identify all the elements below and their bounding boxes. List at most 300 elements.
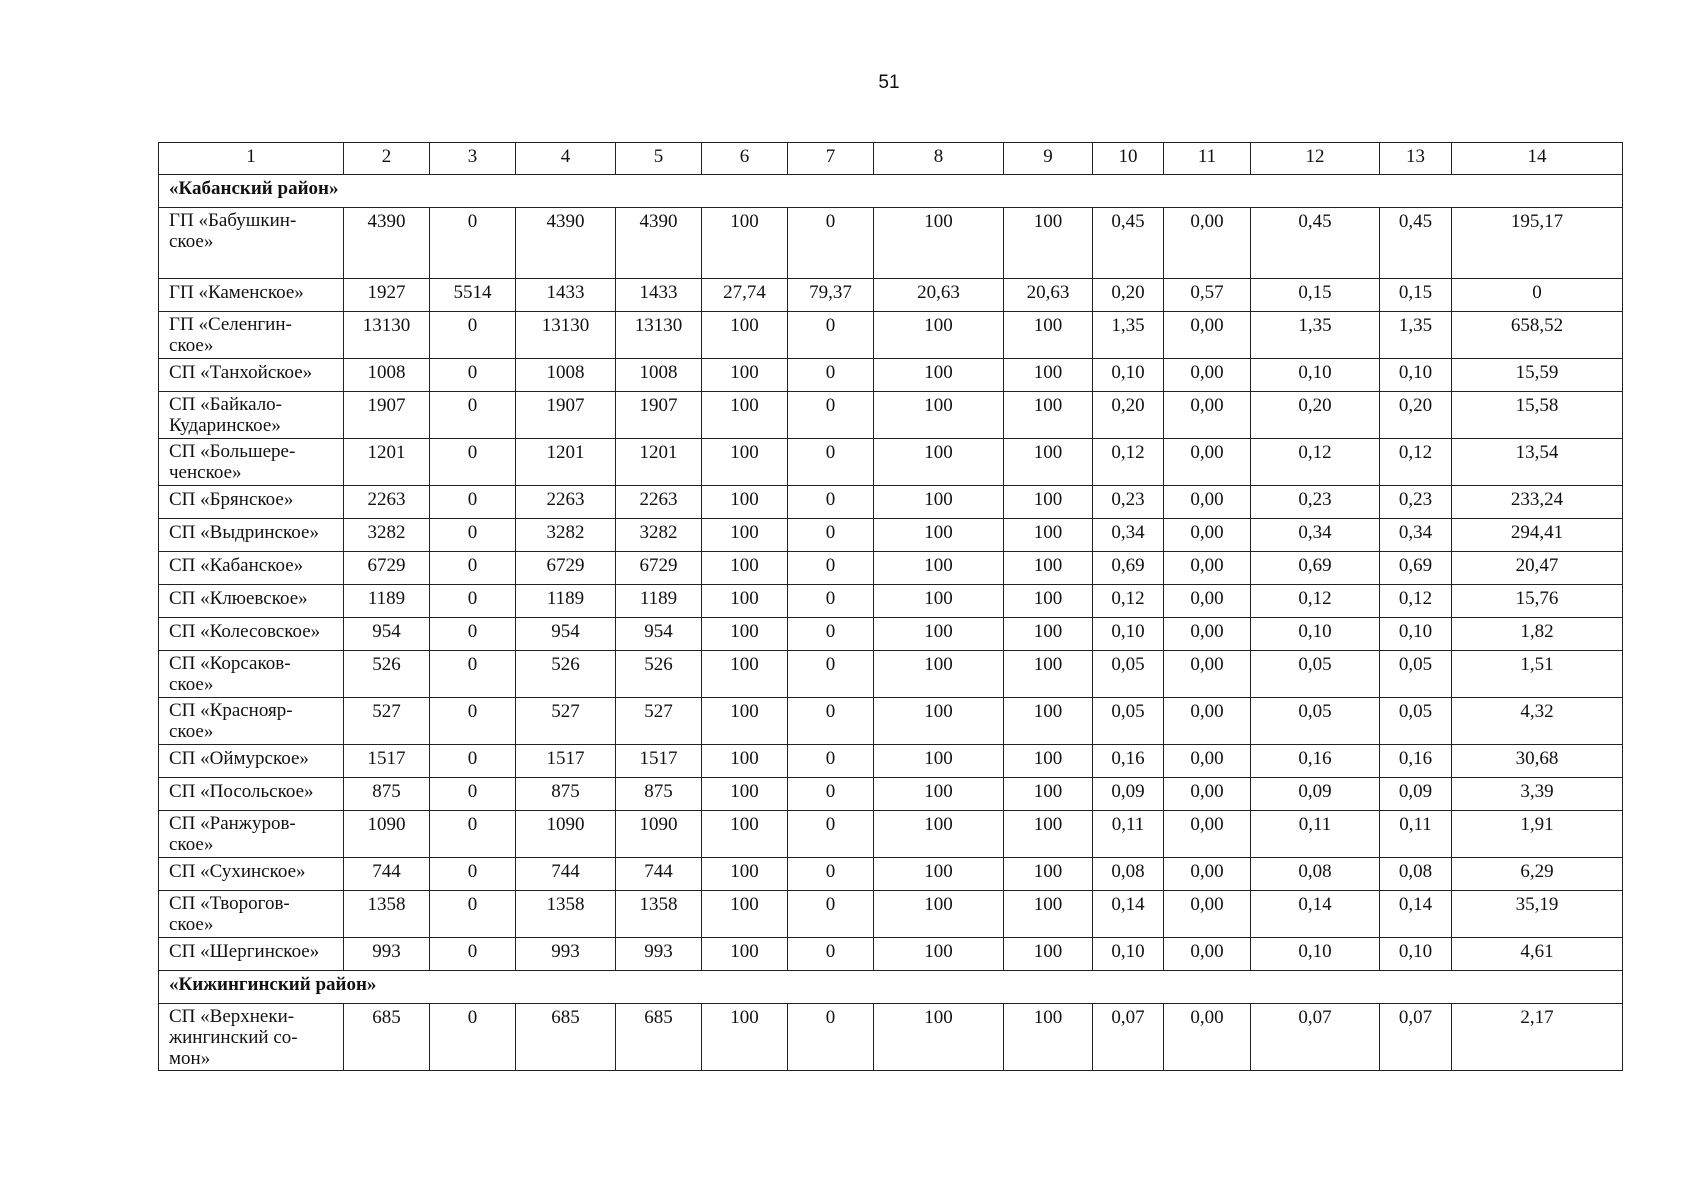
cell-value: 1358 [344, 891, 430, 938]
cell-value: 0 [430, 486, 516, 519]
cell-value: 0 [788, 208, 874, 279]
cell-value: 0 [430, 552, 516, 585]
cell-value: 100 [874, 811, 1004, 858]
cell-value: 27,74 [702, 279, 788, 312]
cell-value: 100 [702, 778, 788, 811]
cell-value: 100 [874, 208, 1004, 279]
cell-value: 15,58 [1452, 392, 1623, 439]
cell-value: 1189 [516, 585, 616, 618]
cell-value: 0,10 [1380, 938, 1452, 971]
cell-value: 0 [788, 745, 874, 778]
table-row [159, 618, 1623, 651]
cell-value: 0 [430, 891, 516, 938]
cell-value: 0 [788, 552, 874, 585]
cell-value: 0 [430, 585, 516, 618]
cell-value: 15,59 [1452, 359, 1623, 392]
cell-value: 0,12 [1380, 439, 1452, 486]
cell-value: 0,16 [1380, 745, 1452, 778]
cell-value: 100 [874, 938, 1004, 971]
table-body [159, 143, 1623, 1071]
settlement-name: СП «Корсаков- ское» [159, 651, 344, 698]
cell-value: 100 [874, 486, 1004, 519]
cell-value: 6,29 [1452, 858, 1623, 891]
cell-value: 0,57 [1164, 279, 1251, 312]
cell-value: 0,23 [1093, 486, 1164, 519]
settlement-name: СП «Краснояр- ское» [159, 698, 344, 745]
cell-value: 0 [430, 651, 516, 698]
cell-value: 0 [788, 312, 874, 359]
cell-value: 0 [788, 778, 874, 811]
cell-value: 100 [874, 312, 1004, 359]
cell-value: 0,20 [1251, 392, 1380, 439]
cell-value: 0,00 [1164, 359, 1251, 392]
settlement-name: ГП «Бабушкин- ское» [159, 208, 344, 279]
data-table [158, 142, 1623, 1071]
cell-value: 100 [874, 439, 1004, 486]
cell-value: 1517 [516, 745, 616, 778]
cell-value: 0,15 [1251, 279, 1380, 312]
cell-value: 100 [702, 486, 788, 519]
cell-value: 0,20 [1093, 279, 1164, 312]
table-row [159, 745, 1623, 778]
cell-value: 0,00 [1164, 618, 1251, 651]
cell-value: 100 [1004, 938, 1093, 971]
cell-value: 0,07 [1093, 1004, 1164, 1071]
cell-value: 1008 [616, 359, 702, 392]
cell-value: 0,10 [1251, 359, 1380, 392]
cell-value: 0,00 [1164, 938, 1251, 971]
cell-value: 100 [874, 745, 1004, 778]
cell-value: 100 [702, 858, 788, 891]
column-header: 9 [1004, 143, 1093, 175]
cell-value: 526 [616, 651, 702, 698]
cell-value: 0,34 [1380, 519, 1452, 552]
cell-value: 0 [430, 359, 516, 392]
cell-value: 0 [430, 745, 516, 778]
cell-value: 0,00 [1164, 651, 1251, 698]
cell-value: 0,00 [1164, 745, 1251, 778]
settlement-name: СП «Творогов- ское» [159, 891, 344, 938]
cell-value: 2263 [616, 486, 702, 519]
cell-value: 1090 [344, 811, 430, 858]
cell-value: 6729 [344, 552, 430, 585]
cell-value: 0,12 [1380, 585, 1452, 618]
cell-value: 0,11 [1380, 811, 1452, 858]
page-number: 51 [878, 72, 900, 93]
cell-value: 6729 [516, 552, 616, 585]
cell-value: 100 [702, 359, 788, 392]
cell-value: 1189 [344, 585, 430, 618]
cell-value: 0,14 [1251, 891, 1380, 938]
cell-value: 1201 [616, 439, 702, 486]
cell-value: 0,05 [1093, 651, 1164, 698]
cell-value: 0,00 [1164, 585, 1251, 618]
cell-value: 0,10 [1380, 618, 1452, 651]
section-title: «Кижингинский район» [159, 971, 1623, 1004]
settlement-name: ГП «Каменское» [159, 279, 344, 312]
cell-value: 0,00 [1164, 439, 1251, 486]
cell-value: 6729 [616, 552, 702, 585]
section-title: «Кабанский район» [159, 175, 1623, 208]
cell-value: 685 [616, 1004, 702, 1071]
cell-value: 0 [788, 811, 874, 858]
column-header: 12 [1251, 143, 1380, 175]
cell-value: 0,10 [1380, 359, 1452, 392]
cell-value: 3,39 [1452, 778, 1623, 811]
cell-value: 0,00 [1164, 811, 1251, 858]
column-header: 11 [1164, 143, 1251, 175]
column-header: 7 [788, 143, 874, 175]
cell-value: 744 [616, 858, 702, 891]
settlement-name: СП «Шергинское» [159, 938, 344, 971]
cell-value: 1,35 [1093, 312, 1164, 359]
cell-value: 0 [788, 698, 874, 745]
cell-value: 100 [874, 1004, 1004, 1071]
cell-value: 1517 [616, 745, 702, 778]
table-row [159, 439, 1623, 486]
cell-value: 0,09 [1093, 778, 1164, 811]
cell-value: 0,07 [1251, 1004, 1380, 1071]
cell-value: 3282 [516, 519, 616, 552]
cell-value: 0,69 [1093, 552, 1164, 585]
cell-value: 0,16 [1093, 745, 1164, 778]
cell-value: 0 [1452, 279, 1623, 312]
cell-value: 0,16 [1251, 745, 1380, 778]
cell-value: 1358 [516, 891, 616, 938]
cell-value: 100 [702, 745, 788, 778]
cell-value: 0,05 [1380, 651, 1452, 698]
cell-value: 100 [1004, 1004, 1093, 1071]
cell-value: 0,12 [1093, 439, 1164, 486]
cell-value: 100 [1004, 745, 1093, 778]
cell-value: 0 [788, 585, 874, 618]
cell-value: 5514 [430, 279, 516, 312]
cell-value: 100 [1004, 312, 1093, 359]
settlement-name: СП «Посольское» [159, 778, 344, 811]
cell-value: 100 [874, 585, 1004, 618]
section-row [159, 971, 1623, 1004]
settlement-name: СП «Оймурское» [159, 745, 344, 778]
cell-value: 100 [1004, 359, 1093, 392]
cell-value: 0,23 [1380, 486, 1452, 519]
cell-value: 100 [1004, 811, 1093, 858]
cell-value: 0,10 [1093, 938, 1164, 971]
cell-value: 100 [702, 519, 788, 552]
cell-value: 0,14 [1380, 891, 1452, 938]
cell-value: 993 [616, 938, 702, 971]
cell-value: 1189 [616, 585, 702, 618]
cell-value: 954 [616, 618, 702, 651]
cell-value: 0 [788, 359, 874, 392]
cell-value: 100 [702, 439, 788, 486]
cell-value: 744 [516, 858, 616, 891]
cell-value: 195,17 [1452, 208, 1623, 279]
settlement-name: СП «Большере- ченское» [159, 439, 344, 486]
cell-value: 35,19 [1452, 891, 1623, 938]
cell-value: 1907 [516, 392, 616, 439]
cell-value: 0,08 [1251, 858, 1380, 891]
cell-value: 100 [1004, 698, 1093, 745]
table-row [159, 208, 1623, 279]
cell-value: 0,20 [1093, 392, 1164, 439]
cell-value: 0,34 [1251, 519, 1380, 552]
cell-value: 3282 [616, 519, 702, 552]
cell-value: 4,61 [1452, 938, 1623, 971]
cell-value: 100 [1004, 891, 1093, 938]
column-header: 10 [1093, 143, 1164, 175]
settlement-name: СП «Выдринское» [159, 519, 344, 552]
cell-value: 954 [516, 618, 616, 651]
cell-value: 100 [874, 858, 1004, 891]
cell-value: 0,10 [1251, 618, 1380, 651]
cell-value: 0,69 [1380, 552, 1452, 585]
cell-value: 0,09 [1380, 778, 1452, 811]
cell-value: 100 [702, 208, 788, 279]
settlement-name: СП «Колесовское» [159, 618, 344, 651]
cell-value: 658,52 [1452, 312, 1623, 359]
cell-value: 0,12 [1093, 585, 1164, 618]
cell-value: 1,51 [1452, 651, 1623, 698]
cell-value: 0 [430, 858, 516, 891]
cell-value: 1433 [616, 279, 702, 312]
cell-value: 685 [516, 1004, 616, 1071]
cell-value: 100 [1004, 618, 1093, 651]
cell-value: 0,45 [1093, 208, 1164, 279]
table-row [159, 392, 1623, 439]
cell-value: 0,00 [1164, 392, 1251, 439]
cell-value: 0 [430, 698, 516, 745]
column-header: 14 [1452, 143, 1623, 175]
cell-value: 100 [1004, 552, 1093, 585]
table-row [159, 891, 1623, 938]
cell-value: 0,05 [1380, 698, 1452, 745]
cell-value: 100 [702, 552, 788, 585]
cell-value: 0,00 [1164, 858, 1251, 891]
cell-value: 1008 [344, 359, 430, 392]
cell-value: 0 [430, 392, 516, 439]
cell-value: 527 [344, 698, 430, 745]
cell-value: 1,35 [1251, 312, 1380, 359]
settlement-name: СП «Кабанское» [159, 552, 344, 585]
cell-value: 3282 [344, 519, 430, 552]
table-row [159, 858, 1623, 891]
cell-value: 100 [1004, 858, 1093, 891]
settlement-name: СП «Сухинское» [159, 858, 344, 891]
cell-value: 0,11 [1251, 811, 1380, 858]
cell-value: 0 [788, 618, 874, 651]
settlement-name: СП «Брянское» [159, 486, 344, 519]
cell-value: 0,05 [1251, 651, 1380, 698]
settlement-name: СП «Верхнеки- жингинский со- мон» [159, 1004, 344, 1071]
cell-value: 0,23 [1251, 486, 1380, 519]
cell-value: 100 [1004, 651, 1093, 698]
cell-value: 0,12 [1251, 439, 1380, 486]
table-row [159, 811, 1623, 858]
cell-value: 4390 [516, 208, 616, 279]
cell-value: 1358 [616, 891, 702, 938]
table-row [159, 938, 1623, 971]
cell-value: 100 [1004, 778, 1093, 811]
cell-value: 233,24 [1452, 486, 1623, 519]
cell-value: 1201 [344, 439, 430, 486]
cell-value: 0,45 [1380, 208, 1452, 279]
cell-value: 100 [1004, 439, 1093, 486]
cell-value: 100 [1004, 585, 1093, 618]
cell-value: 30,68 [1452, 745, 1623, 778]
cell-value: 1201 [516, 439, 616, 486]
table-row [159, 585, 1623, 618]
cell-value: 100 [874, 891, 1004, 938]
cell-value: 79,37 [788, 279, 874, 312]
cell-value: 20,47 [1452, 552, 1623, 585]
column-header: 1 [159, 143, 344, 175]
cell-value: 15,76 [1452, 585, 1623, 618]
cell-value: 0,00 [1164, 208, 1251, 279]
cell-value: 0,10 [1251, 938, 1380, 971]
table-row [159, 552, 1623, 585]
table-row [159, 651, 1623, 698]
cell-value: 0,00 [1164, 486, 1251, 519]
cell-value: 0 [788, 651, 874, 698]
cell-value: 0,08 [1093, 858, 1164, 891]
cell-value: 0,05 [1093, 698, 1164, 745]
cell-value: 0,05 [1251, 698, 1380, 745]
cell-value: 0 [430, 1004, 516, 1071]
cell-value: 0 [788, 486, 874, 519]
cell-value: 100 [874, 618, 1004, 651]
cell-value: 744 [344, 858, 430, 891]
cell-value: 0,69 [1251, 552, 1380, 585]
cell-value: 0 [430, 208, 516, 279]
cell-value: 0,34 [1093, 519, 1164, 552]
cell-value: 1090 [616, 811, 702, 858]
cell-value: 1517 [344, 745, 430, 778]
cell-value: 100 [874, 651, 1004, 698]
cell-value: 526 [344, 651, 430, 698]
table-row [159, 312, 1623, 359]
cell-value: 100 [702, 811, 788, 858]
header-row [159, 143, 1623, 175]
cell-value: 0,00 [1164, 891, 1251, 938]
cell-value: 0 [430, 439, 516, 486]
cell-value: 1907 [616, 392, 702, 439]
column-header: 2 [344, 143, 430, 175]
table-row [159, 519, 1623, 552]
cell-value: 2263 [516, 486, 616, 519]
cell-value: 875 [344, 778, 430, 811]
cell-value: 100 [1004, 208, 1093, 279]
table-row [159, 1004, 1623, 1071]
cell-value: 527 [516, 698, 616, 745]
cell-value: 0,12 [1251, 585, 1380, 618]
settlement-name: СП «Танхойское» [159, 359, 344, 392]
cell-value: 13130 [516, 312, 616, 359]
settlement-name: СП «Байкало- Кударинское» [159, 392, 344, 439]
cell-value: 1008 [516, 359, 616, 392]
settlement-name: ГП «Селенгин- ское» [159, 312, 344, 359]
table-row [159, 778, 1623, 811]
cell-value: 100 [874, 392, 1004, 439]
cell-value: 0,00 [1164, 778, 1251, 811]
cell-value: 0 [430, 938, 516, 971]
column-header: 4 [516, 143, 616, 175]
settlement-name: СП «Клюевское» [159, 585, 344, 618]
cell-value: 0 [430, 519, 516, 552]
section-row [159, 175, 1623, 208]
cell-value: 0,11 [1093, 811, 1164, 858]
cell-value: 0 [430, 778, 516, 811]
cell-value: 0,14 [1093, 891, 1164, 938]
cell-value: 685 [344, 1004, 430, 1071]
cell-value: 100 [702, 651, 788, 698]
column-header: 5 [616, 143, 702, 175]
cell-value: 0 [430, 618, 516, 651]
cell-value: 100 [874, 698, 1004, 745]
cell-value: 875 [616, 778, 702, 811]
cell-value: 527 [616, 698, 702, 745]
cell-value: 100 [702, 891, 788, 938]
cell-value: 1090 [516, 811, 616, 858]
cell-value: 4390 [616, 208, 702, 279]
cell-value: 100 [702, 618, 788, 651]
cell-value: 0 [788, 1004, 874, 1071]
cell-value: 0,10 [1093, 618, 1164, 651]
cell-value: 954 [344, 618, 430, 651]
cell-value: 13130 [344, 312, 430, 359]
cell-value: 100 [874, 359, 1004, 392]
cell-value: 993 [516, 938, 616, 971]
cell-value: 993 [344, 938, 430, 971]
cell-value: 100 [702, 392, 788, 439]
table-row [159, 279, 1623, 312]
column-header: 8 [874, 143, 1004, 175]
cell-value: 0 [788, 938, 874, 971]
cell-value: 0,07 [1380, 1004, 1452, 1071]
cell-value: 0 [788, 439, 874, 486]
settlement-name: СП «Ранжуров- ское» [159, 811, 344, 858]
cell-value: 100 [1004, 392, 1093, 439]
cell-value: 0,00 [1164, 1004, 1251, 1071]
cell-value: 100 [1004, 519, 1093, 552]
cell-value: 0,10 [1093, 359, 1164, 392]
table-row [159, 359, 1623, 392]
cell-value: 20,63 [874, 279, 1004, 312]
cell-value: 1,82 [1452, 618, 1623, 651]
cell-value: 1927 [344, 279, 430, 312]
cell-value: 13130 [616, 312, 702, 359]
cell-value: 0,00 [1164, 552, 1251, 585]
cell-value: 1433 [516, 279, 616, 312]
cell-value: 0 [788, 858, 874, 891]
cell-value: 0,00 [1164, 519, 1251, 552]
cell-value: 13,54 [1452, 439, 1623, 486]
cell-value: 2263 [344, 486, 430, 519]
cell-value: 0,15 [1380, 279, 1452, 312]
column-header: 3 [430, 143, 516, 175]
cell-value: 0,00 [1164, 698, 1251, 745]
cell-value: 100 [702, 312, 788, 359]
cell-value: 100 [874, 519, 1004, 552]
cell-value: 1,91 [1452, 811, 1623, 858]
cell-value: 0 [788, 392, 874, 439]
cell-value: 100 [1004, 486, 1093, 519]
cell-value: 294,41 [1452, 519, 1623, 552]
cell-value: 526 [516, 651, 616, 698]
cell-value: 0 [430, 312, 516, 359]
cell-value: 0 [788, 891, 874, 938]
cell-value: 0,00 [1164, 312, 1251, 359]
cell-value: 0,45 [1251, 208, 1380, 279]
